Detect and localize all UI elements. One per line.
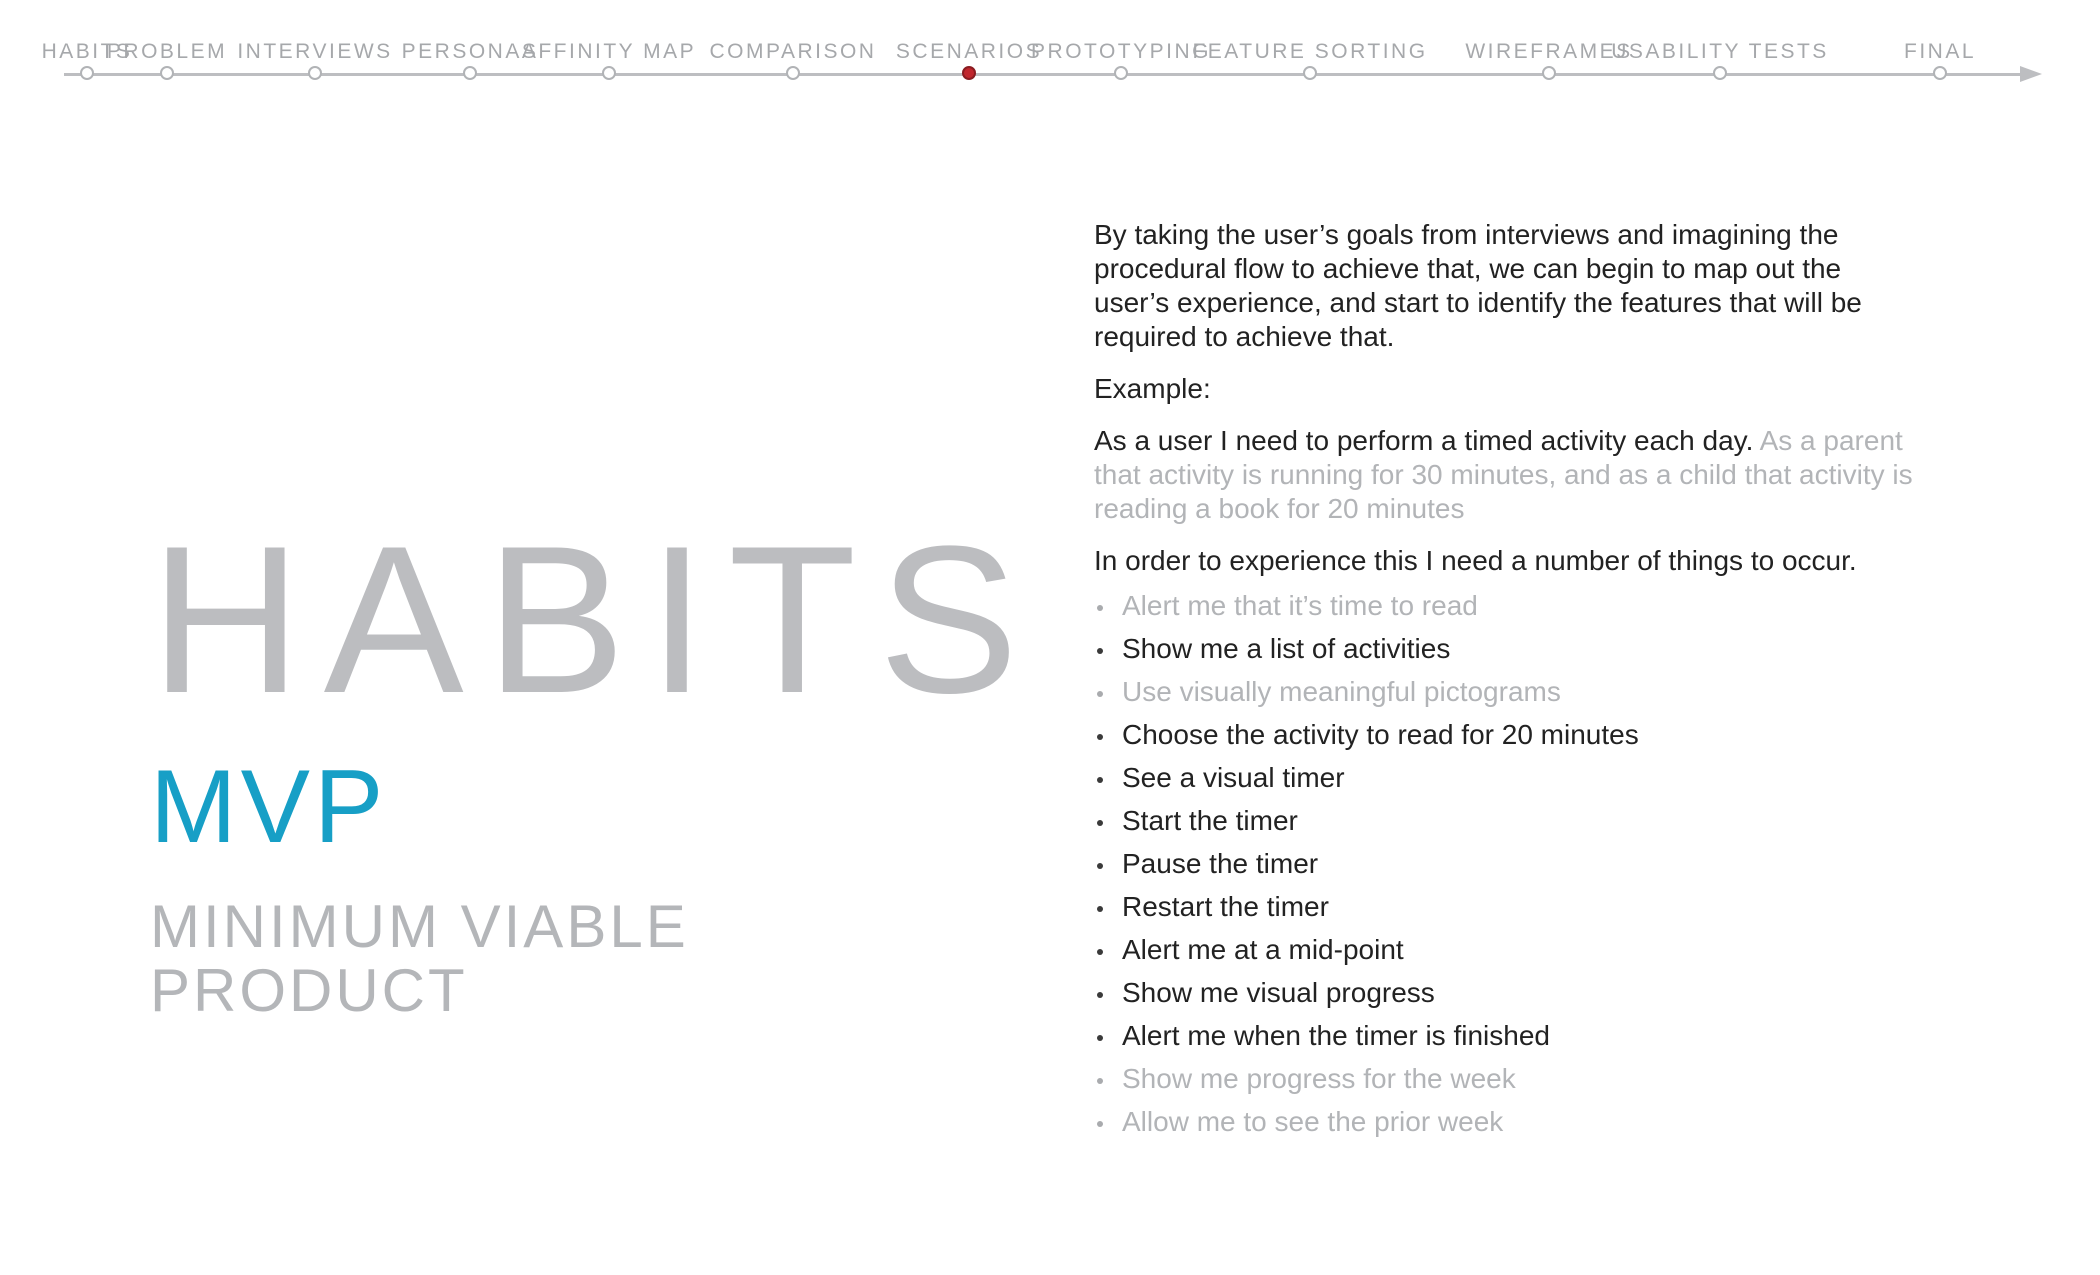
timeline-arrow-icon (2020, 66, 2042, 82)
feature-item: See a visual timer (1094, 756, 1924, 799)
timeline-step-label[interactable]: FINAL (1903, 40, 1977, 63)
mvp-heading: MVP (150, 749, 388, 865)
requirements-intro: In order to experience this I need a number of things to occur. (1094, 545, 1857, 576)
timeline-step-label[interactable]: COMPARISON (709, 40, 877, 63)
feature-item: Show me visual progress (1094, 971, 1924, 1014)
timeline-nav (0, 0, 2100, 110)
timeline-step-label[interactable]: USABILITY TESTS (1611, 40, 1829, 63)
user-story-main: As a user I need to perform a timed activity each day. (1094, 425, 1754, 456)
timeline-step-label[interactable]: PROBLEM (106, 40, 228, 63)
user-story (1094, 424, 1924, 526)
feature-item: Use visually meaningful pictograms (1094, 670, 1924, 713)
timeline-step-label[interactable]: PERSONAS (401, 40, 539, 63)
feature-item: Restart the timer (1094, 885, 1924, 928)
feature-item: Allow me to see the prior week (1094, 1100, 1924, 1143)
timeline-dot-active-icon[interactable] (962, 66, 976, 80)
feature-item: Alert me that it’s time to read (1094, 584, 1924, 627)
feature-list (1094, 584, 1924, 1143)
timeline-dot-icon[interactable] (463, 66, 477, 80)
page-title: HABITS (150, 502, 1041, 737)
timeline-dot-icon[interactable] (1713, 66, 1727, 80)
feature-item: Show me a list of activities (1094, 627, 1924, 670)
timeline-step-label[interactable]: SCENARIOS (895, 40, 1043, 63)
timeline-step-label[interactable]: INTERVIEWS (237, 40, 393, 63)
timeline-dot-icon[interactable] (1114, 66, 1128, 80)
feature-item: Start the timer (1094, 799, 1924, 842)
timeline-line (64, 73, 2024, 76)
timeline-dot-icon[interactable] (1933, 66, 1947, 80)
timeline-dot-icon[interactable] (786, 66, 800, 80)
timeline-step-label[interactable]: AFFINITY MAP (521, 40, 697, 63)
example-label: Example: (1094, 373, 1211, 404)
timeline-step-label[interactable]: PROTOTYPING (1031, 40, 1211, 63)
timeline-dot-icon[interactable] (308, 66, 322, 80)
intro-paragraph: By taking the user’s goals from interviews and imagining the procedural flow to achieve that, we can begin to map out the user’s experience, and start to identify the features that will be required to achieve that. (1094, 219, 1862, 352)
timeline-step-label[interactable]: WIREFRAMES (1465, 40, 1633, 63)
user-story-detail: As a parent that activity is running for 30 minutes, and as a child that activity is reading a book for 20 minutes (1094, 425, 1913, 524)
timeline-step-label[interactable]: FEATURE SORTING (1192, 40, 1428, 63)
timeline-dot-icon[interactable] (160, 66, 174, 80)
mvp-subtitle-line-2: PRODUCT (150, 957, 468, 1024)
scenario-content (1094, 218, 1924, 1143)
feature-item: Alert me at a mid-point (1094, 928, 1924, 971)
timeline-dot-icon[interactable] (80, 66, 94, 80)
timeline-dot-icon[interactable] (1542, 66, 1556, 80)
feature-item: Show me progress for the week (1094, 1057, 1924, 1100)
timeline-dot-icon[interactable] (602, 66, 616, 80)
feature-item: Pause the timer (1094, 842, 1924, 885)
timeline-dot-icon[interactable] (1303, 66, 1317, 80)
timeline-step-label[interactable]: HABITS (41, 40, 133, 63)
feature-item: Choose the activity to read for 20 minutes (1094, 713, 1924, 756)
mvp-subtitle (150, 895, 689, 1023)
mvp-subtitle-line-1: MINIMUM VIABLE (150, 893, 689, 960)
feature-item: Alert me when the timer is finished (1094, 1014, 1924, 1057)
